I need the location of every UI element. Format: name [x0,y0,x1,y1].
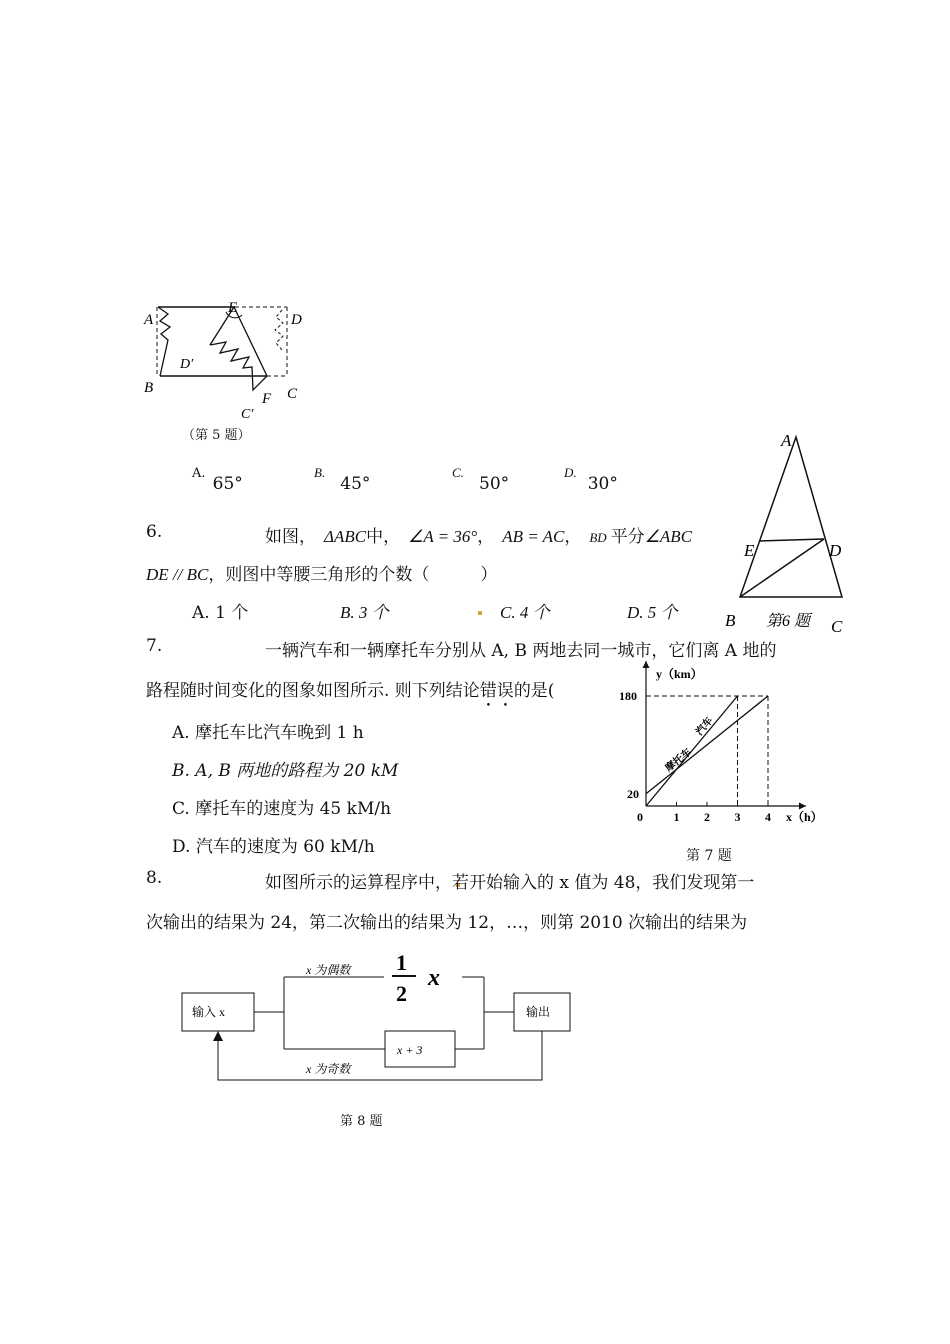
q7-chart [619,655,823,830]
q8-feedback-loop [218,1031,542,1080]
q8-frac-variable: x [428,965,440,991]
q8-frac-numerator: 1 [396,950,407,975]
q5-folded-torn-edge [210,342,267,390]
q6-caption: 第6 题 [766,613,811,630]
q6-bisect: 平分 [610,527,645,547]
q5-label-D: D [291,312,302,328]
q7-line2-emphasis: 错误 [479,681,514,701]
q8-line1: 如图所示的运算程序中，若开始输入的 x 值为 48，我们发现第一 [265,873,755,893]
q6-de-bc: DE // BC [146,565,209,584]
q6-lead: 如图， [265,527,316,547]
q5-option-c [452,462,510,494]
q5-option-b-value: 45° [340,474,371,494]
q5-option-b-letter: B. [314,465,326,480]
q5-figure [130,290,330,440]
q6-label-E: E [744,541,755,560]
q8-frac-denominator: 2 [396,981,407,1006]
q5-label-C: C [287,386,298,402]
q7-line2-post: 的是( [513,681,555,701]
q7-series-label-1: 摩托车 [663,746,694,775]
q7-x-tick-label: 1 [673,810,680,824]
q6-label-D: D [829,541,842,560]
q5-option-a-letter: A. [192,466,206,481]
q5-option-a [192,462,243,494]
q8-flowchart [170,945,590,1090]
q7-caption: 第 7 题 [686,848,732,864]
q7-option-b: B. A, B 两地的路程为 20 kM [172,761,399,781]
q5-label-C-prime: C′ [241,407,254,422]
q6-marker-dot [478,611,482,615]
q6-angle-abc: ∠ABC [644,527,693,546]
q5-label-B: B [144,380,154,396]
q6-line2 [146,560,497,585]
q7-y-tick-label: 20 [627,786,639,801]
q7-option-c: C. 摩托车的速度为 45 kM/h [172,799,392,819]
q7-line2 [146,676,554,711]
q8-line2: 次输出的结果为 24，第二次输出的结果为 12，…，则第 2010 次输出的结果为 [146,913,748,933]
q6-mid: 中， [366,527,401,547]
q5-right-torn-dashed [275,310,283,350]
q8-number: 8. [146,868,163,888]
q6-bd: BD [589,530,607,545]
q7-option-d: D. 汽车的速度为 60 kM/h [172,837,375,857]
q7-x-tick-label: 0 [637,810,643,824]
q6-segment-de [759,539,824,541]
q6-sep1: ， [477,527,495,547]
q6-label-C: C [831,617,843,636]
q7-series-label-0: 汽车 [694,715,716,738]
q7-x-tick-label: 3 [734,810,741,824]
q7-series-line-1 [646,696,768,794]
q7-x-tick-label: 2 [704,810,710,824]
q6-ab-ac: AB = AC [502,527,565,546]
q8-odd-label: x 为奇数 [306,1062,351,1076]
q5-left-torn-edge [158,307,170,376]
q6-option-c: C. 4 个 [500,603,550,622]
q5-option-d-letter: D. [564,465,577,480]
q8-feedback-arrowhead [213,1031,223,1041]
q7-option-a: A. 摩托车比汽车晚到 1 h [172,723,364,743]
q8-caption: 第 8 题 [340,1114,383,1129]
q6-triangle: ΔABC [324,527,367,546]
q6-figure [720,425,860,640]
q8-output-label: 输出 [526,1005,551,1019]
q5-option-d [564,462,618,494]
q6-angle-a: ∠A = 36° [408,527,478,546]
q6-option-d: D. 5 个 [627,603,678,622]
q6-label-B: B [725,611,736,630]
q7-x-tick-label: 4 [765,810,771,824]
q6-label-A: A [781,431,792,450]
q5-option-a-value: 65° [212,474,243,494]
q5-caption: （第 5 题） [182,428,251,443]
q5-label-E: E [228,300,238,316]
q5-label-A: A [144,312,154,328]
q6-line2-rest: ，则图中等腰三角形的个数（ ） [208,565,498,585]
q8-even-label: x 为偶数 [306,963,351,977]
q8-add-label: x + 3 [397,1043,423,1057]
q7-line2-pre: 路程随时间变化的图象如图所示. 则下列结论 [146,681,480,701]
q7-y-tick-label: 180 [619,689,637,703]
q7-number: 7. [146,636,163,656]
q5-option-d-value: 30° [587,474,618,494]
q5-option-c-value: 50° [479,474,510,494]
q7-y-axis-label: y（km） [656,667,703,681]
q6-option-b: B. 3 个 [340,603,389,622]
q6-sep2: ， [564,527,582,547]
q5-label-F: F [262,391,272,407]
q8-input-label: 输入 x [192,1005,226,1019]
q5-option-b [314,462,371,494]
q6-number: 6. [146,522,163,542]
q6-line1 [265,522,692,547]
q7-series-line-0 [646,696,738,806]
q7-x-axis-label: x（h） [786,810,823,824]
q5-label-D-prime: D′ [180,357,194,372]
q6-option-a: A. 1 个 [192,603,249,623]
q5-option-c-letter: C. [452,465,464,480]
q7-line1: 一辆汽车和一辆摩托车分别从 A, B 两地去同一城市，它们离 A 地的 [265,641,777,661]
q6-triangle-abc [740,437,842,597]
